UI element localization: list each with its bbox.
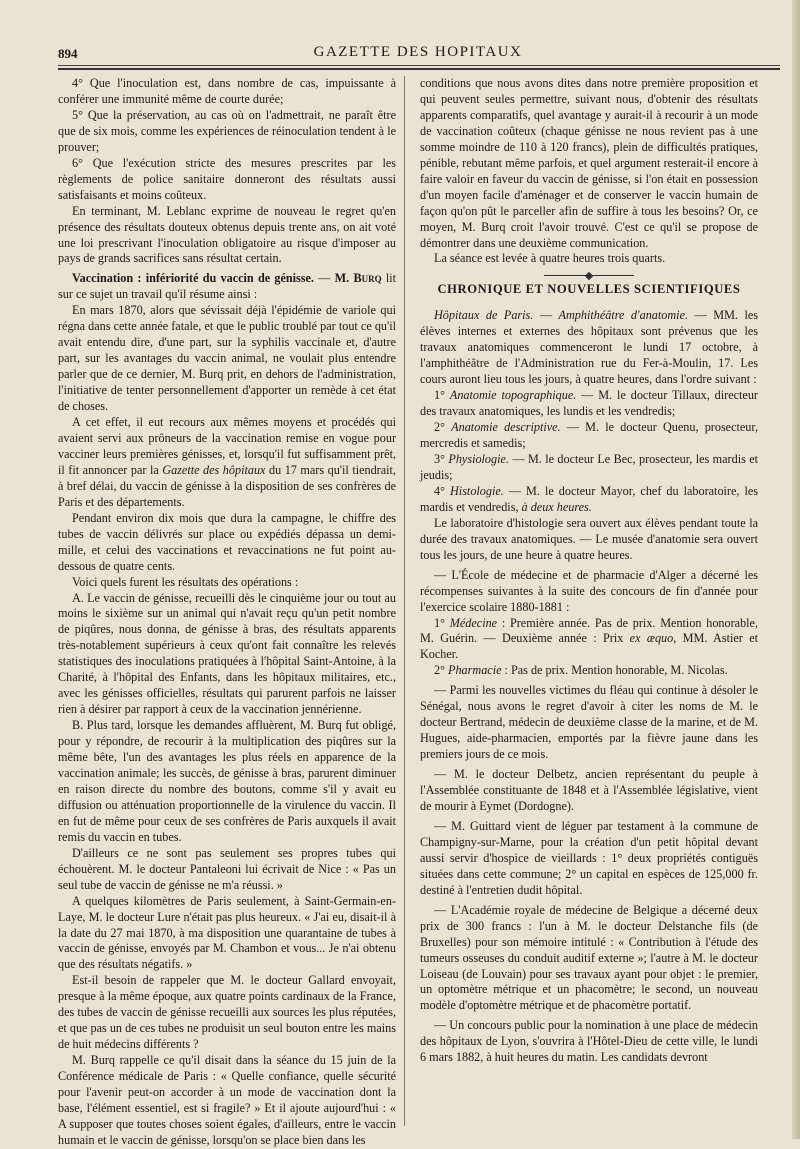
paragraph-text: A cet effet, il eut recours aux mêmes moyens et procédés qui avaient servi aux prôneurs de la vaccination remise en vogue pour vacciner leurs premières génisses, et, lorsqu'il fut suffisamment prêt, il fit annoncer par la bbox=[58, 415, 396, 477]
paragraph: Voici quels furent les résultats des opérations : bbox=[72, 574, 299, 589]
paragraph: 5° Que la préservation, au cas où on l'admettrait, ne paraît être que de six mois, comme les expériences de réinoculation tendent à le prouver; bbox=[58, 107, 396, 154]
paragraph: Pendant environ dix mois que dura la campagne, le chiffre des tubes de vaccin délivrés sur place ou expédiés dépassa un demi-mille, et celui des vaccinations et revaccinations ne fut point au-dessous de quatre cents. bbox=[58, 510, 396, 573]
page-spine-edge bbox=[792, 0, 800, 1139]
news-label: Amphithéâtre d'anatomie. bbox=[558, 308, 689, 323]
page-number: 894 bbox=[58, 46, 78, 61]
news-label: Hôpitaux de Paris. bbox=[434, 308, 534, 323]
item-number: 4° bbox=[434, 483, 450, 498]
paragraph: La séance est levée à quatre heures trois quarts. bbox=[434, 251, 666, 266]
section-heading-vaccination: Vaccination : infériorité du vaccin de génisse. bbox=[72, 271, 314, 286]
journal-title: GAZETTE DES HOPITAUX bbox=[313, 44, 523, 60]
column-divider bbox=[404, 76, 405, 1126]
item-number: 3° bbox=[434, 451, 449, 466]
paragraph: — L'École de médecine et de pharmacie d'Alger a décerné les récompenses suivantes à la suite des concours de fin d'année pour l'exercice scolaire 1880-1881 : bbox=[420, 567, 758, 614]
paragraph: En mars 1870, alors que sévissait déjà l'épidémie de variole qui régna dans cette année fatale, et que le public troublé par tout ce qu'il avait entendu dire, d'une part, sur la syphilis vaccinale et, d'autre part, sur les avantages du vaccin animal, ne voulait plus entendre parler que de ce dernier, M. Burq prit, en dehors de l'administration, l'initiative de tenter personnellement d'apporter un remède à cet état de choses. bbox=[58, 303, 396, 414]
section-title: CHRONIQUE ET NOUVELLES SCIENTIFIQUES bbox=[437, 282, 741, 297]
paragraph-text: — M. le docteur Tillaux, directeur des travaux anatomiques, les lundis et les vendredis; bbox=[420, 388, 758, 419]
paragraph: Le laboratoire d'histologie sera ouvert aux élèves pendant toute la durée des travaux anatomiques. — Le musée d'anatomie sera ouvert tous les jours, de une heure à quatre heures. bbox=[420, 515, 758, 562]
paragraph: A. Le vaccin de génisse, recueilli dès le cinquième jour ou tout au moins le sixième sur un animal qui n'avait reçu qu'un petit nombre de piqûres, nous donna, de génisse à bras, des résultats apparents très-notablement supérieurs à ceux qu'ont fait connaître les relevés statistiques des inoculations pratiquées à l'hôpital Saint-Antoine, à la Charité, à l'hôpital des Enfants, dans les hôpitaux militaires, etc., avec les génisses officielles, résultats qui parurent parfois ne laisser rien à désirer par rapport à ceux de la vaccination jennérienne. bbox=[58, 590, 396, 717]
paragraph: M. Burq rappelle ce qu'il disait dans la séance du 15 juin de la Conférence médicale de Paris : « Quelle confiance, quelle sécurité pour l'avenir peut-on accorder à un mode de vaccination dont la base, l'élément essentiel, est si fragile? » Et il ajoute aujourd'hui : « A supposer que toutes choses soient égales, d'ailleurs, entre le vaccin humain et le vaccin de génisse, lorsqu'on se place bien dans les bbox=[58, 1053, 396, 1147]
item-number: 1° bbox=[434, 388, 450, 403]
paragraph: B. Plus tard, lorsque les demandes affluèrent, M. Burq fut obligé, pour y répondre, de recourir à la multiplication des piqûres sur la même bête, l'un des avantages les plus réels en apparence de la vaccination animale; les succès, de génisse à bras, parurent diminuer en raison directe du nombre des boutons, comme s'il y avait eu diffusion ou atténuation proportionnelle de la virulence du vaccin. Il en fut de même pour ceux de ses confrères de Paris auxquels il avait remis du vaccin en tubes. bbox=[58, 718, 396, 844]
paragraph: 6° Que l'exécution stricte des mesures prescrites par les règlements de police sanitaire donneront des résultats aussi satisfaisants et moins coûteux. bbox=[58, 155, 396, 202]
section-divider-ornament bbox=[544, 275, 634, 276]
paragraph-text: lit sur ce sujet un travail qu'il résume ainsi : bbox=[58, 271, 396, 302]
course-time: à deux heures. bbox=[521, 499, 592, 514]
course-item bbox=[420, 484, 758, 516]
award-item bbox=[420, 663, 758, 679]
award-category: Médecine bbox=[449, 615, 498, 630]
left-column bbox=[58, 76, 396, 1149]
paragraph: 4° Que l'inoculation est, dans nombre de cas, impuissante à conférer une immunité même de courte durée; bbox=[58, 76, 396, 106]
dash: — bbox=[533, 308, 559, 323]
paragraph: En terminant, M. Leblanc exprime de nouveau le regret qu'en présence des résultats douteux obtenus depuis trente ans, on ait voté une loi prescrivant l'inoculation obligatoire au risque d'imposer au pays de grands sacrifices sans résultat certain. bbox=[58, 203, 396, 266]
paragraph: Est-il besoin de rappeler que M. le docteur Gallard envoyait, presque à la même époque, aux quatre points cardinaux de la France, des tubes de vaccin de génisse recueilli aux sources les plus réputées, et que pas un de ces tubes ne produisit un seul bouton entre les mains de huit médecins différents ? bbox=[58, 973, 396, 1052]
course-name: Histologie. bbox=[450, 483, 504, 498]
course-name: Anatomie descriptive. bbox=[451, 420, 561, 435]
dash: — bbox=[313, 271, 335, 286]
header-rule-thick bbox=[58, 68, 780, 70]
paragraph-text: — M. le docteur Quenu, prosecteur, mercredis et samedis; bbox=[420, 420, 759, 451]
course-item bbox=[420, 420, 758, 452]
course-name: Anatomie topographique. bbox=[449, 388, 577, 403]
header-rule-thin bbox=[58, 65, 780, 66]
paragraph: — M. le docteur Delbetz, ancien représentant du peuple à l'Assemblée constituante de 1848 et à l'Assemblée législative, vient de mourir à Eymet (Dordogne). bbox=[420, 767, 758, 813]
item-number: 1° bbox=[434, 615, 450, 630]
paragraph: A quelques kilomètres de Paris seulement, à Saint-Germain-en-Laye, M. le docteur Lure n'était pas plus heureux. « J'ai eu, disait-il à la date du 27 mai 1870, à ma disposition une quarantaine de tubes à vaccin de génisse, envoyés par M. Chambon et vous... Je n'ai obtenu que des résultats négatifs. » bbox=[58, 893, 396, 972]
paragraph-text: : Première année. Pas de prix. Mention honorable, M. Guérin. — Deuxième année : Prix bbox=[420, 615, 759, 646]
author-name: M. Burq bbox=[334, 271, 382, 286]
course-item bbox=[420, 452, 758, 484]
paragraph-text: — M. le docteur Le Bec, prosecteur, les mardis et jeudis; bbox=[420, 451, 759, 482]
paragraph: — Un concours public pour la nomination à une place de médecin des hôpitaux de Lyon, s'ouvrira à l'Hôtel-Dieu de cette ville, le lundi 6 mars 1882, à huit heures du matin. Les candidats devront bbox=[420, 1018, 758, 1065]
latin-phrase: ex æquo bbox=[629, 631, 674, 646]
paragraph: — M. Guittard vient de léguer par testament à la commune de Champigny-sur-Marne, pour la création d'un petit hôpital devant aussi servir d'hospice de vieillards : 1° deux propriétés contiguës situées dans cette commune; 2° un capital en espèces de 125,000 fr. destiné à l'entretien dudit hôpital. bbox=[420, 818, 758, 897]
paragraph-text: , MM. Astier et Kocher. bbox=[420, 631, 758, 662]
award-item bbox=[420, 616, 758, 664]
paragraph: conditions que nous avons dites dans notre première proposition et qui peuvent seules permettre, suivant nous, d'obtenir des résultats apparents comparatifs, quel avantage y aurait-il à recourir à un mode de vaccination coûteux (chaque génisse ne nous revient pas à une somme moindre de 110 à 120 francs), plein de difficultés pratiques, pénible, rebutant même parfois, et quel argument resterait-il encore à faire valoir en faveur du vaccin de génisse, si l'on était en possession d'un moyen facile d'aménager et de conserver le vaccin humain de façon qu'on pût le parceller afin de suffire à tous les besoins? Or, ce moyen, M. Burq croit l'avoir trouvé. C'est ce qu'il se propose de démontrer dans une deuxième communication. bbox=[420, 76, 758, 250]
paragraph-text: du 17 mars qu'il tiendrait, à bref délai, du vaccin de génisse à la disposition de ses confrères de Paris et des départements. bbox=[58, 462, 396, 509]
paragraph bbox=[58, 415, 396, 511]
page-header bbox=[58, 44, 778, 64]
course-item bbox=[420, 388, 758, 420]
paragraph: — L'Académie royale de médecine de Belgique a décerné deux prix de 300 francs : l'un à M. le docteur Delstanche fils (de Bruxelles) pour son mémoire intitulé : « Contribution à l'étude des tumeurs osseuses du conduit auditif externe »; l'autre à M. le docteur Loiseau (de Louvain) pour ses travaux ayant pour objet : le premier, un optomètre métrique et un phacomètre; le second, un nouveau modèle d'optomètre métrique et de phacomètre portatif. bbox=[420, 902, 758, 1013]
vaccination-paragraph bbox=[58, 271, 396, 303]
journal-reference: Gazette des hôpitaux bbox=[162, 462, 266, 477]
item-number: 2° bbox=[434, 663, 449, 678]
right-column bbox=[420, 76, 758, 1066]
course-name: Physiologie. bbox=[448, 451, 509, 466]
paragraph-text: : Pas de prix. Mention honorable, M. Nicolas. bbox=[501, 663, 728, 678]
award-category: Pharmacie bbox=[448, 663, 502, 678]
paragraph: — Parmi les nouvelles victimes du fléau qui continue à désoler le Sénégal, nous avons le regret d'avoir à citer les noms de M. le docteur Bertrand, médecin de deuxième classe de la marine, et de M. Hugues, aide-pharmacien, emportés par la fièvre jaune dans les premiers jours de ce mois. bbox=[420, 683, 758, 762]
item-number: 2° bbox=[434, 420, 452, 435]
paragraph bbox=[420, 308, 758, 388]
paragraph-text: — MM. les élèves internes et externes des hôpitaux sont prévenus que les travaux anatomiques commenceront le lundi 17 octobre, à l'amphithéâtre de l'Administration rue du Fer-à-Moulin, 17. Les cours auront lieu tous les jours, à quatre heures, dans l'ordre suivant : bbox=[420, 308, 758, 387]
paragraph: D'ailleurs ce ne sont pas seulement ses propres tubes qui échouèrent. M. le docteur Pantaleoni lui écrivait de Nice : « Pas un seul tube de vaccin de génisse ne m'a réussi. » bbox=[58, 845, 396, 892]
paragraph-text: — M. le docteur Mayor, chef du laboratoire, les mardis et vendredis, bbox=[420, 483, 759, 514]
